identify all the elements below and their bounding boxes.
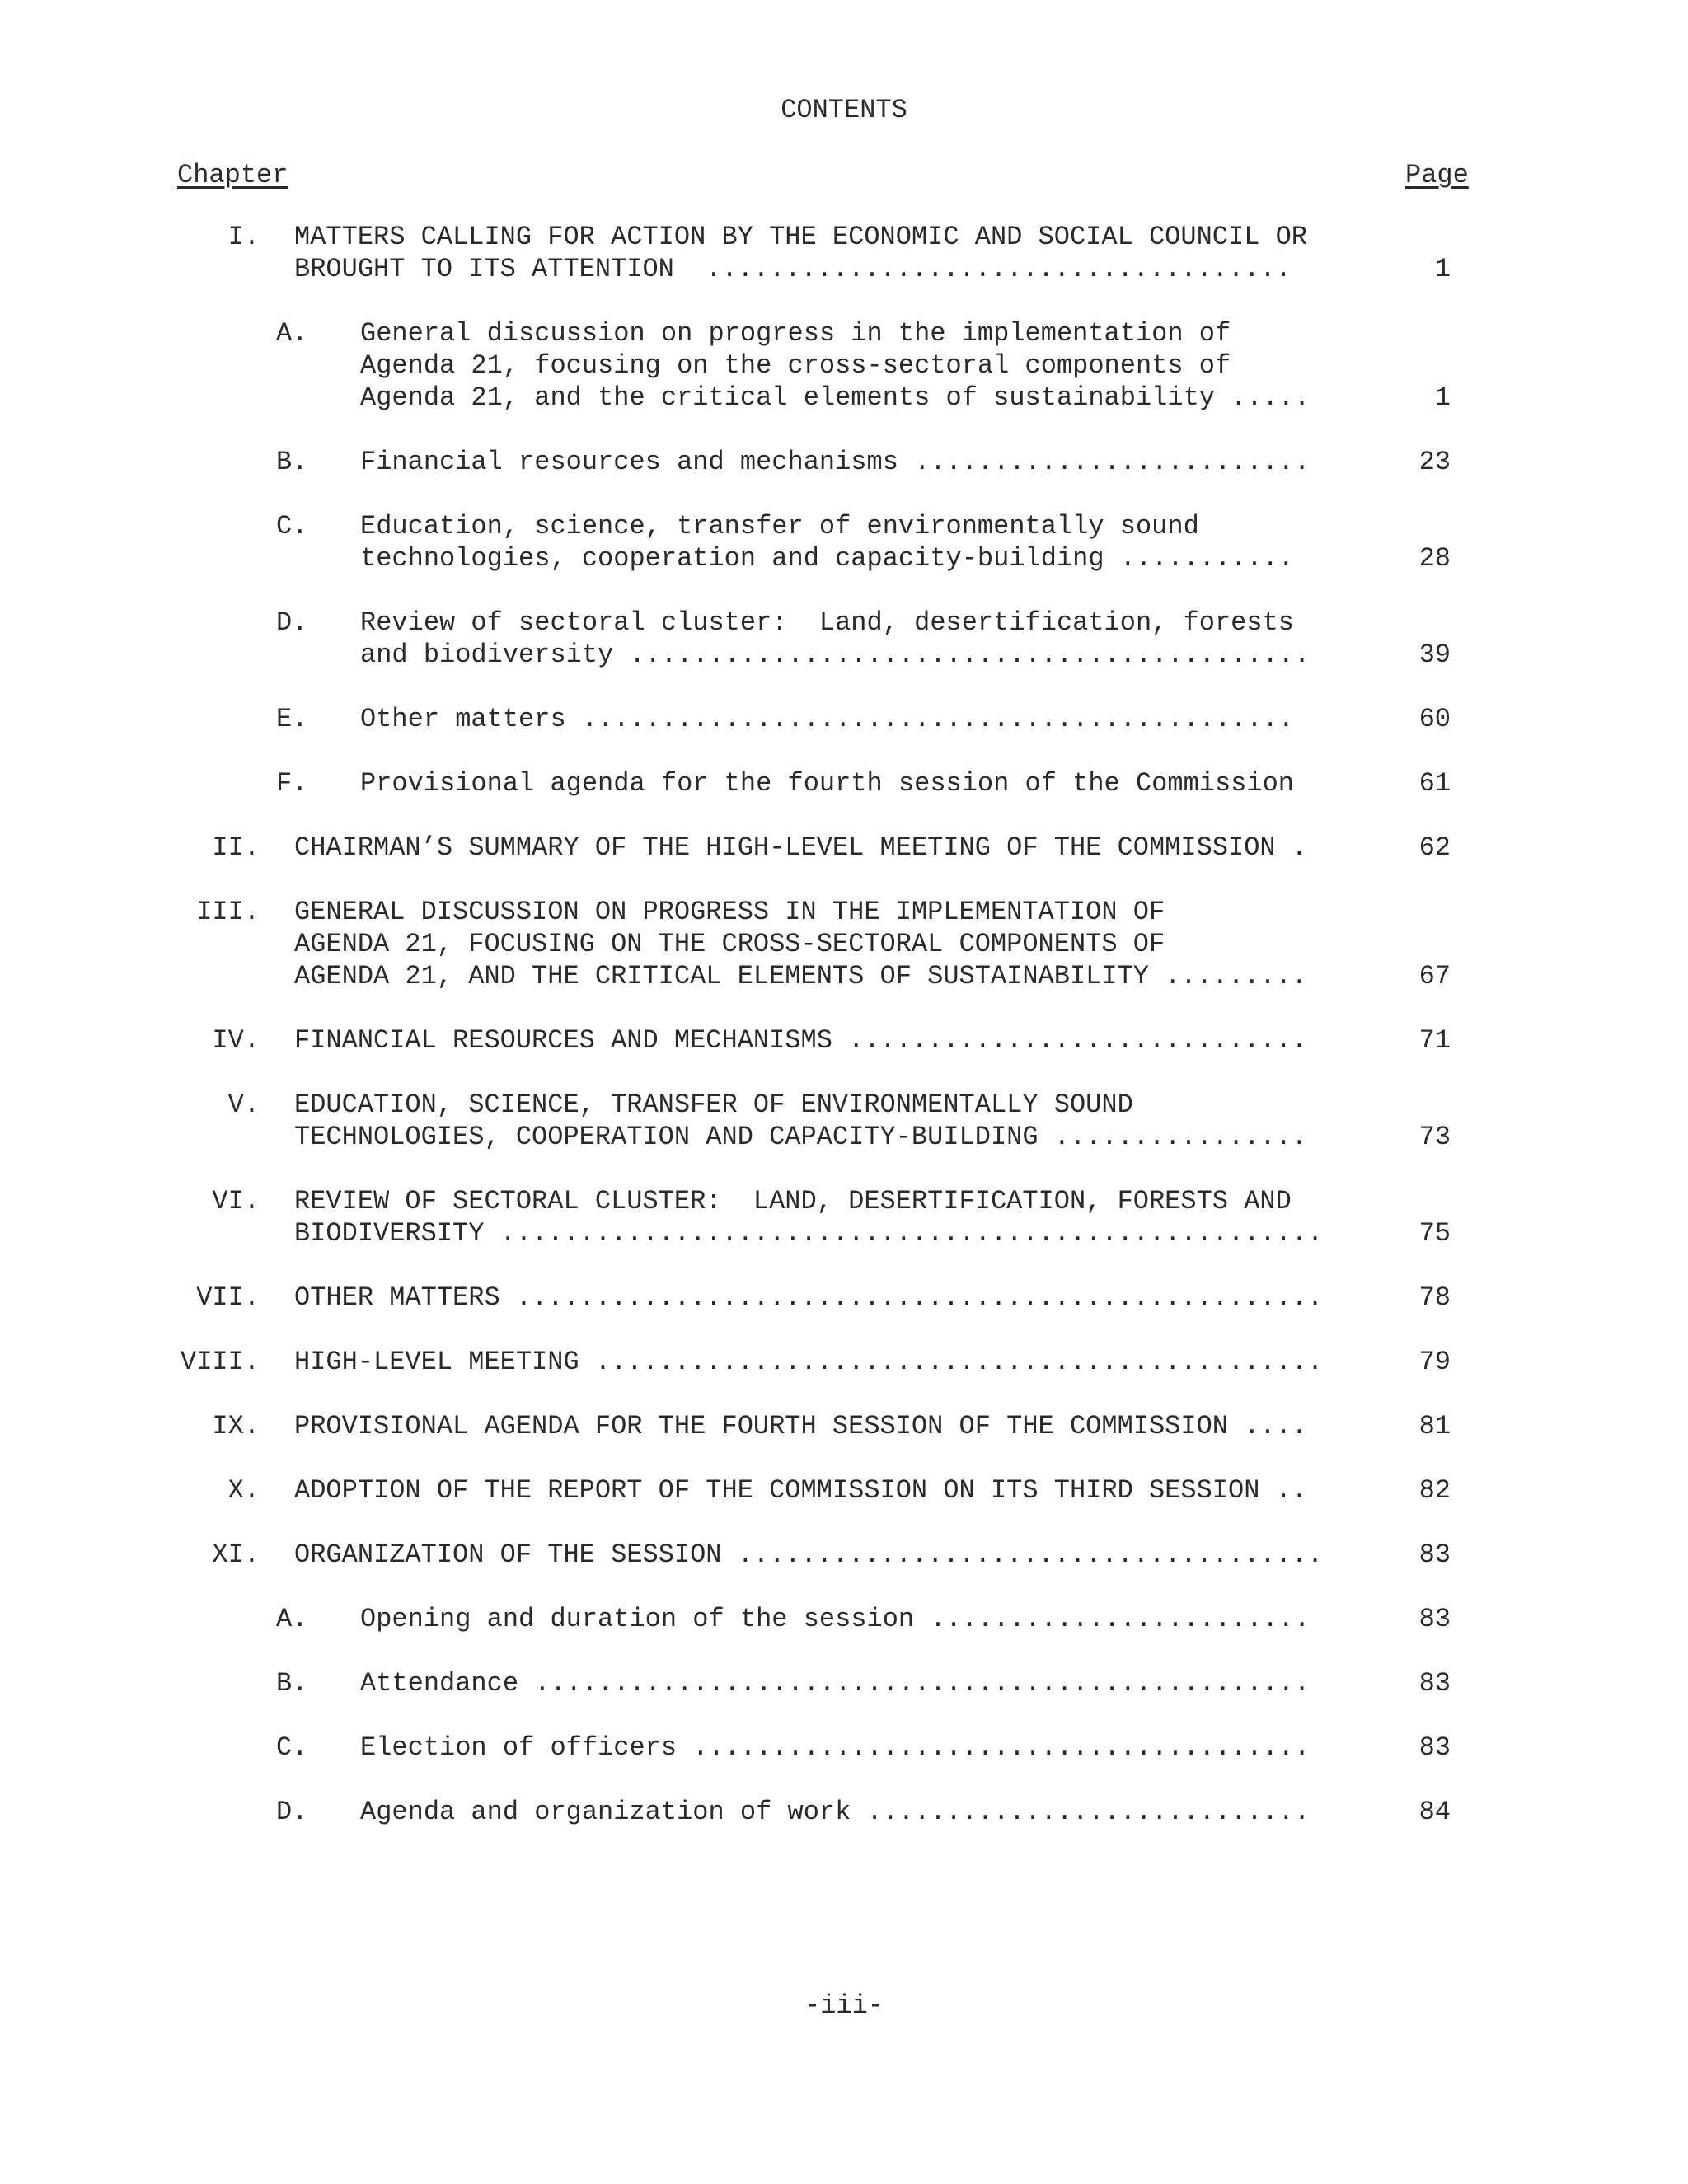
toc-entry-page: 71	[1418, 1025, 1451, 1056]
toc-entry-line: Agenda 21, focusing on the cross-sectoral components of	[360, 350, 1231, 381]
toc-entry-title	[294, 1089, 1688, 1153]
chapter-column-header: Chapter	[177, 160, 288, 190]
toc-section-entry	[0, 446, 1688, 478]
toc-entry-line: ADOPTION OF THE REPORT OF THE COMMISSION ON ITS THIRD SESSION ..	[294, 1475, 1307, 1506]
toc-entry-line: Opening and duration of the session ........................	[360, 1604, 1311, 1634]
toc-section-entry	[0, 1667, 1688, 1699]
toc-entry-page: 1	[1434, 254, 1451, 284]
toc-entry-line: Other matters .............................................	[360, 704, 1294, 734]
toc-entry-title	[360, 1796, 1688, 1828]
toc-entry-title	[294, 832, 1688, 864]
toc-chapter-entry	[0, 1539, 1688, 1571]
toc-entry-page: 23	[1418, 447, 1451, 477]
toc-entry-title	[360, 510, 1688, 574]
toc-section-entry	[0, 1732, 1688, 1764]
toc-entry-number: D.	[276, 607, 308, 638]
toc-entry-number: II.	[212, 832, 260, 863]
toc-entry-page: 39	[1418, 640, 1451, 670]
table-of-contents	[0, 221, 1688, 1860]
toc-entry-number: B.	[276, 1668, 308, 1699]
toc-entry-line: Agenda and organization of work ............................	[360, 1797, 1311, 1827]
toc-entry-page: 83	[1418, 1732, 1451, 1763]
contents-title: CONTENTS	[781, 95, 907, 125]
toc-entry-line: BIODIVERSITY ....................................................	[294, 1218, 1324, 1249]
toc-entry-line: technologies, cooperation and capacity-building ...........	[360, 543, 1294, 574]
toc-entry-title	[294, 896, 1688, 992]
toc-section-entry	[0, 607, 1688, 671]
toc-entry-title	[360, 446, 1688, 478]
toc-entry-line: Agenda 21, and the critical elements of sustainability .....	[360, 382, 1311, 413]
toc-entry-title	[360, 1667, 1688, 1699]
toc-entry-page: 73	[1418, 1122, 1451, 1152]
toc-section-entry	[0, 317, 1688, 414]
toc-entry-line: AGENDA 21, AND THE CRITICAL ELEMENTS OF SUSTAINABILITY .........	[294, 961, 1307, 991]
toc-entry-number: I.	[227, 222, 260, 252]
toc-entry-number: C.	[276, 1732, 308, 1763]
toc-entry-line: TECHNOLOGIES, COOPERATION AND CAPACITY-BUILDING ................	[294, 1122, 1307, 1152]
toc-section-entry	[0, 510, 1688, 574]
toc-chapter-entry	[0, 1282, 1688, 1314]
toc-entry-number: F.	[276, 768, 308, 799]
toc-chapter-entry	[0, 1474, 1688, 1507]
toc-entry-title	[294, 1282, 1688, 1314]
toc-entry-number: X.	[227, 1475, 260, 1506]
toc-entry-line: EDUCATION, SCIENCE, TRANSFER OF ENVIRONMENTALLY SOUND	[294, 1090, 1133, 1120]
toc-entry-title	[294, 1539, 1688, 1571]
toc-section-entry	[0, 703, 1688, 735]
toc-chapter-entry	[0, 1089, 1688, 1153]
toc-entry-number: IV.	[212, 1025, 260, 1056]
toc-entry-line: General discussion on progress in the implementation of	[360, 318, 1231, 349]
toc-entry-page: 78	[1418, 1282, 1451, 1313]
toc-section-entry	[0, 767, 1688, 799]
toc-entry-page: 61	[1418, 768, 1451, 799]
toc-entry-page: 81	[1418, 1411, 1451, 1441]
toc-entry-line: and biodiversity ...........................................	[360, 640, 1311, 670]
toc-entry-line: OTHER MATTERS ...................................................	[294, 1282, 1324, 1313]
toc-entry-title	[360, 703, 1688, 735]
toc-entry-page: 84	[1418, 1797, 1451, 1827]
toc-entry-page: 60	[1418, 704, 1451, 734]
toc-entry-number: IX.	[212, 1411, 260, 1441]
toc-entry-number: VI.	[212, 1186, 260, 1216]
toc-entry-title	[294, 1474, 1688, 1507]
toc-entry-title	[294, 221, 1688, 285]
toc-chapter-entry	[0, 1185, 1688, 1249]
toc-chapter-entry	[0, 896, 1688, 992]
toc-entry-title	[294, 1185, 1688, 1249]
toc-entry-page: 83	[1418, 1604, 1451, 1634]
page-column-header: Page	[1405, 160, 1469, 190]
toc-entry-number: E.	[276, 704, 308, 734]
toc-entry-number: VIII.	[180, 1347, 260, 1377]
toc-entry-number: VII.	[196, 1282, 260, 1313]
toc-entry-number: A.	[276, 1604, 308, 1634]
toc-entry-line: PROVISIONAL AGENDA FOR THE FOURTH SESSION OF THE COMMISSION ....	[294, 1411, 1307, 1441]
toc-entry-page: 75	[1418, 1218, 1451, 1249]
toc-chapter-entry	[0, 1410, 1688, 1442]
toc-entry-line: BROUGHT TO ITS ATTENTION .....................................	[294, 254, 1292, 284]
toc-entry-title	[360, 1732, 1688, 1764]
toc-entry-number: B.	[276, 447, 308, 477]
page-number: -iii-	[804, 1990, 884, 2021]
toc-entry-line: Attendance .................................................	[360, 1668, 1311, 1699]
toc-entry-page: 28	[1418, 543, 1451, 574]
toc-entry-page: 83	[1418, 1668, 1451, 1699]
toc-entry-line: Review of sectoral cluster: Land, desertification, forests	[360, 607, 1294, 638]
toc-entry-title	[360, 767, 1688, 799]
toc-entry-line: ORGANIZATION OF THE SESSION .....................................	[294, 1540, 1324, 1570]
toc-entry-line: REVIEW OF SECTORAL CLUSTER: LAND, DESERTIFICATION, FORESTS AND	[294, 1186, 1292, 1216]
toc-entry-number: V.	[227, 1090, 260, 1120]
toc-entry-title	[360, 317, 1688, 414]
toc-entry-title	[360, 607, 1688, 671]
toc-entry-title	[294, 1024, 1688, 1057]
toc-entry-number: XI.	[212, 1540, 260, 1570]
toc-chapter-entry	[0, 1346, 1688, 1378]
toc-entry-line: GENERAL DISCUSSION ON PROGRESS IN THE IMPLEMENTATION OF	[294, 897, 1165, 927]
toc-entry-line: MATTERS CALLING FOR ACTION BY THE ECONOMIC AND SOCIAL COUNCIL OR	[294, 222, 1307, 252]
toc-entry-line: CHAIRMAN’S SUMMARY OF THE HIGH-LEVEL MEETING OF THE COMMISSION .	[294, 832, 1307, 863]
toc-entry-title	[360, 1603, 1688, 1635]
toc-chapter-entry	[0, 221, 1688, 285]
toc-entry-line: Financial resources and mechanisms .........................	[360, 447, 1311, 477]
toc-entry-number: D.	[276, 1797, 308, 1827]
toc-entry-page: 82	[1418, 1475, 1451, 1506]
toc-entry-page: 79	[1418, 1347, 1451, 1377]
toc-entry-page: 62	[1418, 832, 1451, 863]
toc-entry-line: HIGH-LEVEL MEETING ..............................................	[294, 1347, 1324, 1377]
toc-entry-page: 1	[1434, 382, 1451, 413]
toc-entry-line: AGENDA 21, FOCUSING ON THE CROSS-SECTORAL COMPONENTS OF	[294, 929, 1165, 959]
toc-entry-line: Election of officers .......................................	[360, 1732, 1311, 1763]
toc-entry-page: 83	[1418, 1540, 1451, 1570]
toc-entry-line: Education, science, transfer of environmentally sound	[360, 511, 1199, 541]
toc-section-entry	[0, 1603, 1688, 1635]
toc-chapter-entry	[0, 1024, 1688, 1057]
toc-entry-title	[294, 1410, 1688, 1442]
toc-entry-number: A.	[276, 318, 308, 349]
toc-entry-number: C.	[276, 511, 308, 541]
toc-entry-line: FINANCIAL RESOURCES AND MECHANISMS .............................	[294, 1025, 1307, 1056]
toc-entry-title	[294, 1346, 1688, 1378]
toc-entry-number: III.	[196, 897, 260, 927]
toc-section-entry	[0, 1796, 1688, 1828]
toc-chapter-entry	[0, 832, 1688, 864]
toc-entry-page: 67	[1418, 961, 1451, 991]
toc-entry-line: Provisional agenda for the fourth session of the Commission	[360, 768, 1294, 799]
